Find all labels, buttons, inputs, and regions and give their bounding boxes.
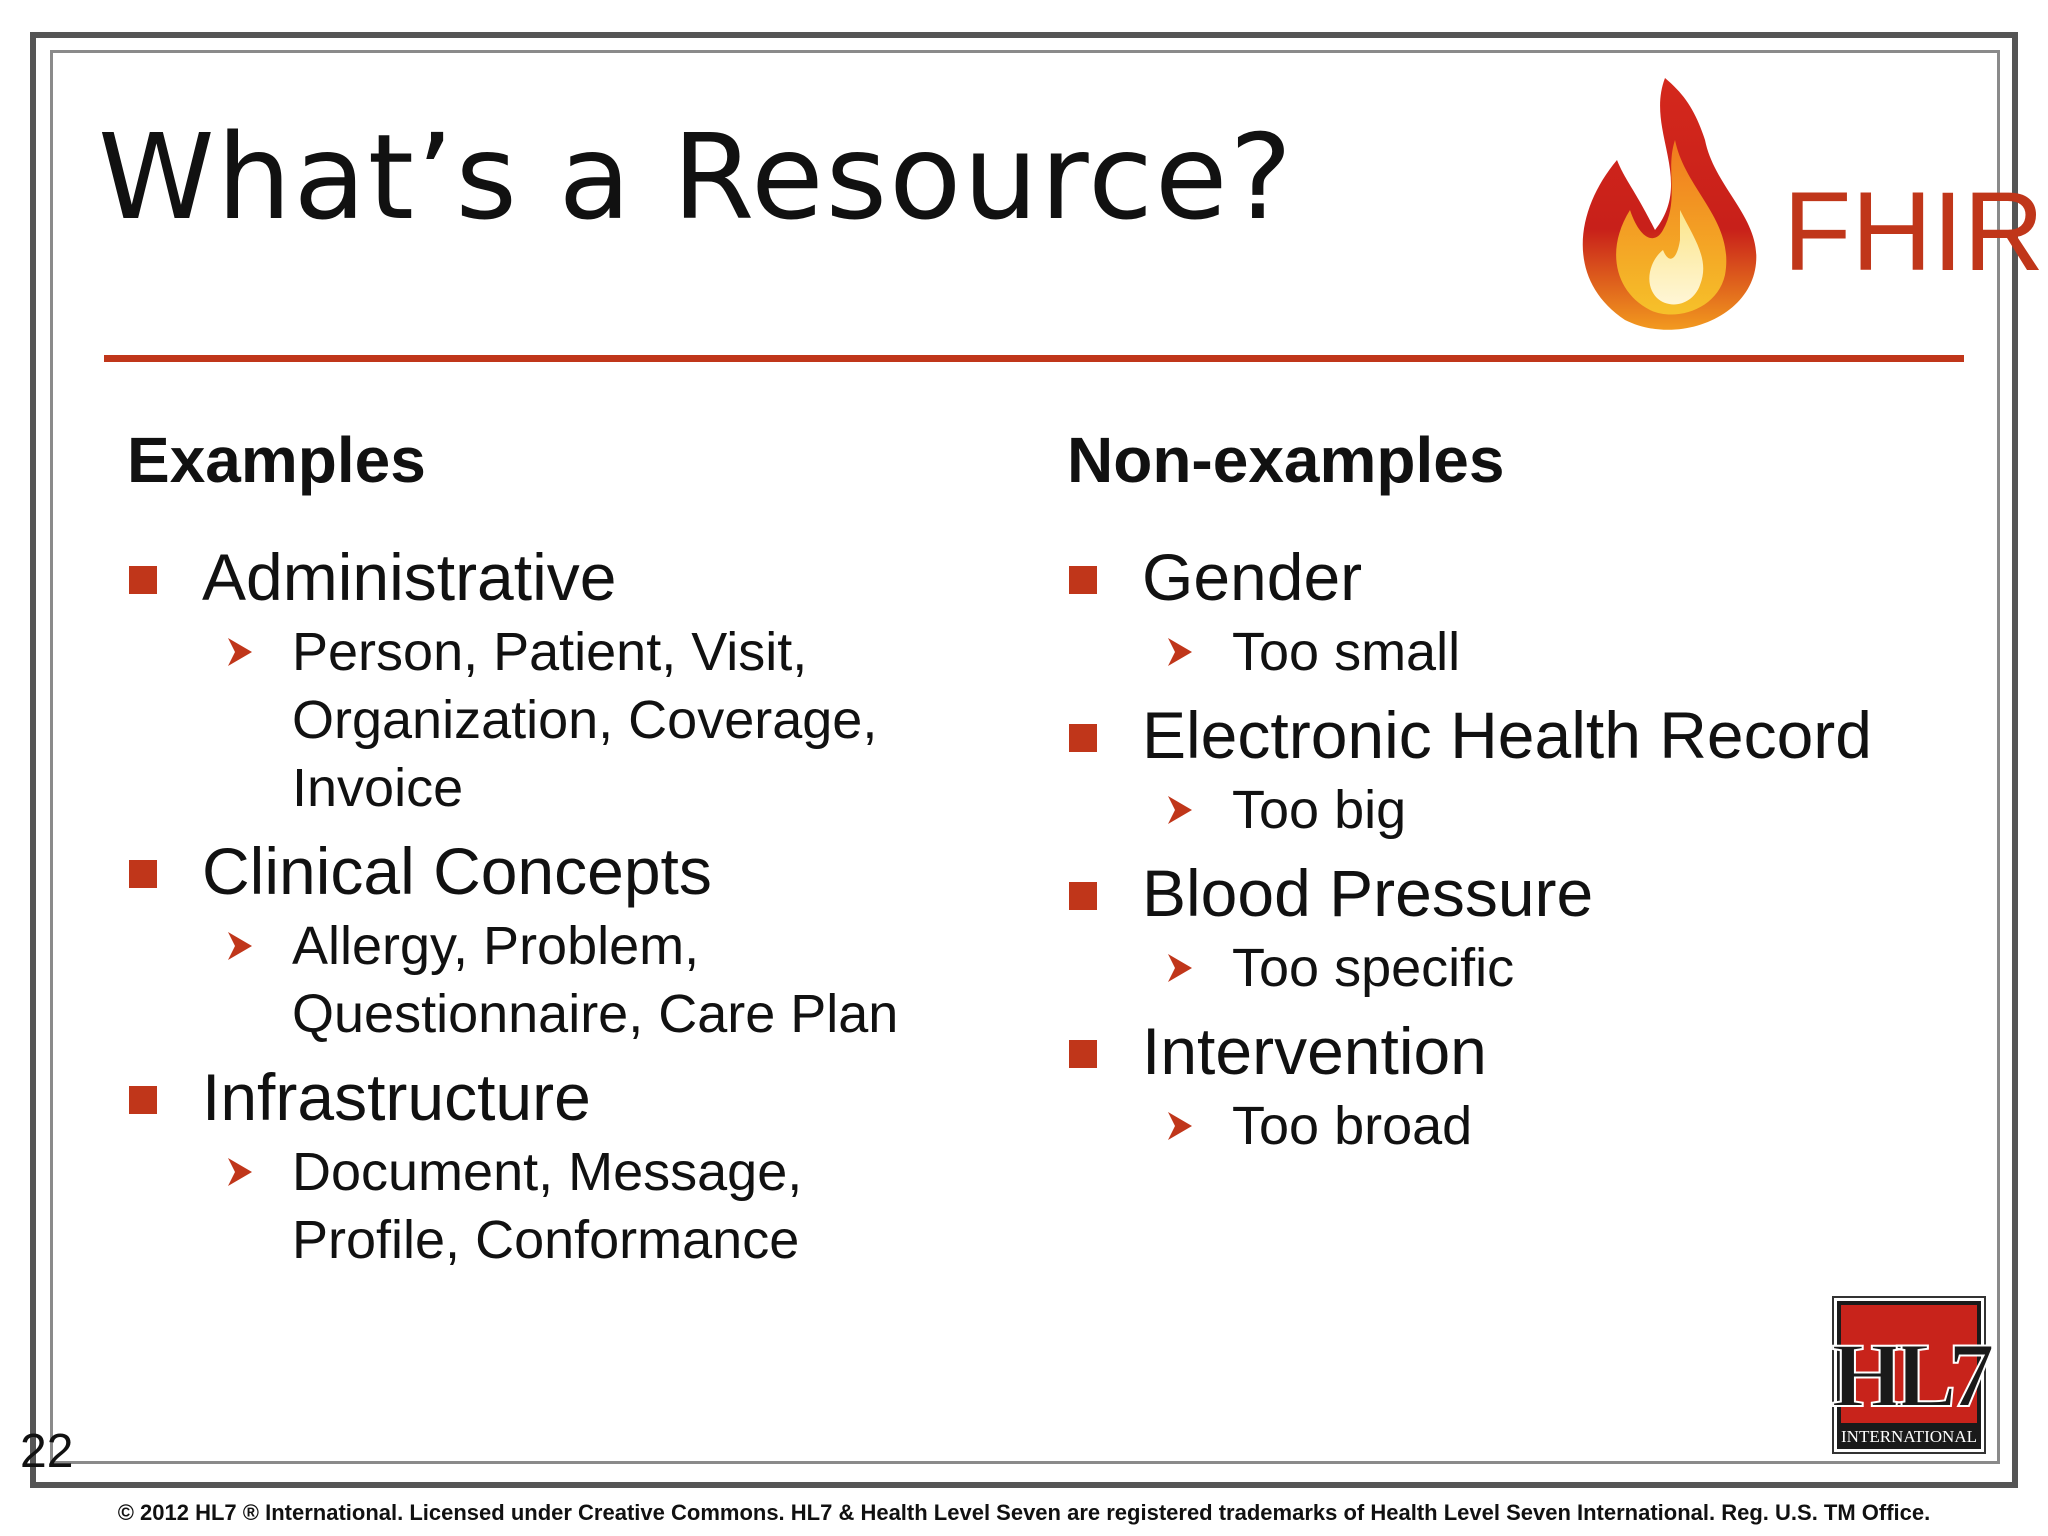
list-item [127,536,1007,618]
sub-list-item [1067,618,1967,686]
list-item-label: Electronic Health Record [1142,698,1872,772]
list-item-label: Administrative [202,540,617,614]
sub-list-text-line: Profile, Conformance [292,1210,800,1270]
square-bullet-icon [129,860,157,888]
sub-list-text-line: Allergy, Problem, [292,916,700,976]
arrowhead-bullet-icon [1165,790,1195,830]
list-item-label: Gender [1142,540,1363,614]
sub-list-text-line: Questionnaire, Care Plan [292,984,899,1044]
sub-list-item [1067,934,1967,1002]
hl7-wordmark: HL7 [1831,1324,1987,1426]
non-examples-column [1067,418,1967,1168]
sub-list-item [127,618,1007,822]
sub-list-text-line: Person, Patient, Visit, [292,622,808,682]
list-item-label: Blood Pressure [1142,856,1594,930]
sub-list-item [1067,1092,1967,1160]
examples-column [127,418,1007,1282]
examples-heading: Examples [127,424,426,496]
arrowhead-bullet-icon [225,632,255,672]
sub-list-text-line: Document, Message, [292,1142,803,1202]
fhir-wordmark: FHIR [1783,169,2045,294]
list-item [127,830,1007,912]
sub-list-text-line: Invoice [292,758,464,818]
arrowhead-bullet-icon [225,926,255,966]
slide-title: What’s a Resource? [98,108,1295,246]
list-item [1067,694,1967,776]
sub-list-item [1067,776,1967,844]
square-bullet-icon [1069,1040,1097,1068]
list-item [127,1056,1007,1138]
arrowhead-bullet-icon [225,1152,255,1192]
list-item-label: Clinical Concepts [202,834,712,908]
list-item [1067,852,1967,934]
slide-number: 22 [20,1425,74,1478]
fhir-logo [1545,70,2045,340]
sub-list-text-line: Too small [1232,622,1461,682]
square-bullet-icon [129,566,157,594]
title-divider [104,355,1964,362]
sub-list-text-line: Too broad [1232,1096,1473,1156]
non-examples-heading: Non-examples [1067,424,1505,496]
square-bullet-icon [1069,566,1097,594]
sub-list-item [127,912,1007,1048]
arrowhead-bullet-icon [1165,948,1195,988]
sub-list-item [127,1138,1007,1274]
arrowhead-bullet-icon [1165,1106,1195,1146]
list-item-label: Intervention [1142,1014,1487,1088]
list-item-label: Infrastructure [202,1060,591,1134]
sub-list-text-line: Too specific [1232,938,1515,998]
square-bullet-icon [1069,724,1097,752]
sub-list-text-line: Too big [1232,780,1407,840]
square-bullet-icon [1069,882,1097,910]
hl7-international-logo [1832,1296,1986,1454]
hl7-subtext: INTERNATIONAL [1841,1427,1977,1446]
list-item [1067,1010,1967,1092]
square-bullet-icon [129,1086,157,1114]
sub-list-text-line: Organization, Coverage, [292,690,878,750]
arrowhead-bullet-icon [1165,632,1195,672]
copyright-footer: © 2012 HL7 ® International. Licensed under Creative Commons. HL7 & Health Level Seven are registered trademarks of Health Level Seven International. Reg. U.S. TM Office. [117,1500,1931,1525]
list-item [1067,536,1967,618]
